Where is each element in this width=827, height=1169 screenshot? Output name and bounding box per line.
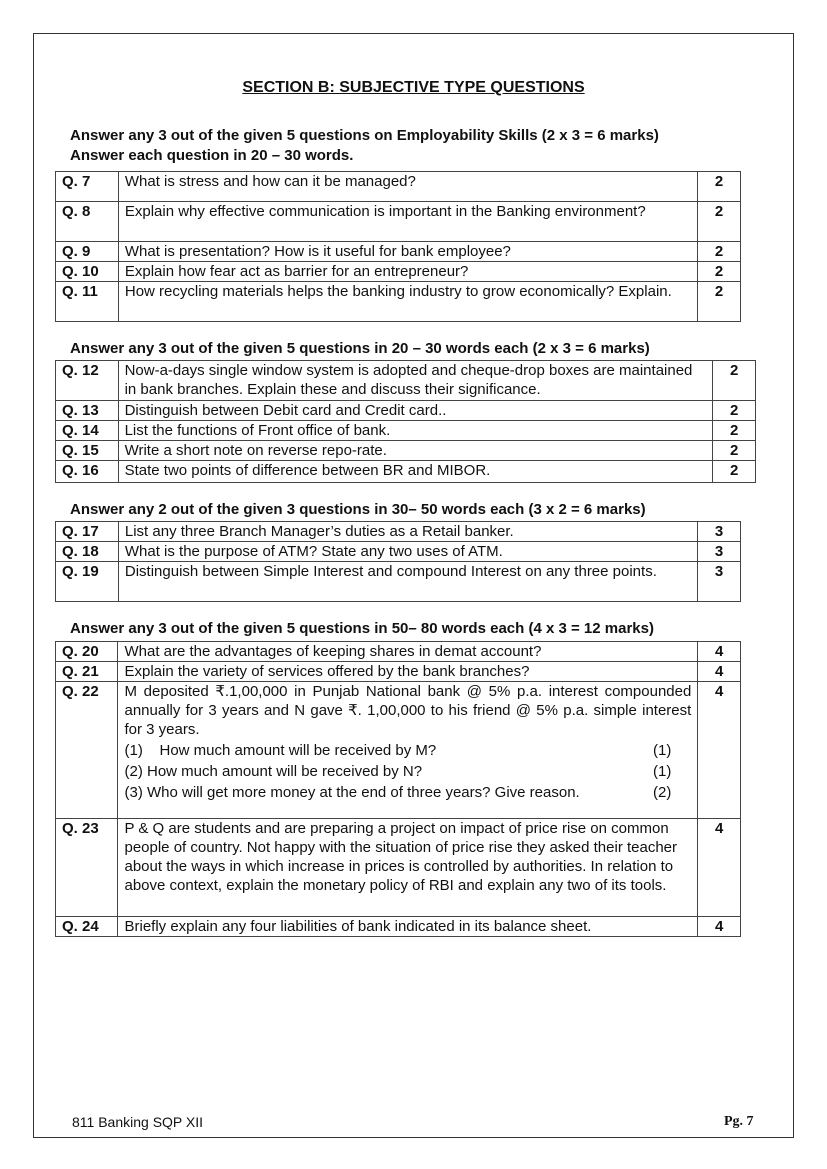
question-row — [56, 522, 741, 542]
question-number: Q. 18 — [56, 542, 119, 562]
questions-table — [55, 360, 756, 483]
footer-page-number: Pg. 7 — [724, 1114, 754, 1129]
question-text-cell — [118, 401, 713, 421]
question-text: Briefly explain any four liabilities of bank indicated in its balance sheet. — [124, 918, 592, 935]
question-number: Q. 11 — [56, 282, 119, 322]
question-text-cell — [118, 662, 698, 682]
subpart-text: (2) How much amount will be received by N? — [124, 763, 423, 780]
question-text: How recycling materials helps the banking industry to grow economically? Explain. — [124, 283, 672, 300]
question-text: Write a short note on reverse repo-rate. — [124, 442, 387, 459]
question-text-cell — [118, 562, 697, 602]
question-text-cell — [118, 917, 698, 937]
question-row — [56, 662, 741, 682]
question-marks: 2 — [713, 361, 756, 401]
question-number: Q. 7 — [56, 172, 119, 202]
question-text: Now-a-days single window system is adopted and cheque-drop boxes are maintained in bank branches. Explain these and discuss their significance. — [124, 362, 693, 398]
question-number: Q. 12 — [56, 361, 119, 401]
question-marks: 4 — [698, 682, 741, 819]
question-text-cell — [118, 202, 697, 242]
question-marks: 4 — [698, 662, 741, 682]
question-text: State two points of difference between BR and MIBOR. — [124, 462, 491, 479]
question-text: What is presentation? How is it useful for bank employee? — [124, 243, 511, 260]
question-row — [56, 682, 741, 819]
question-number: Q. 19 — [56, 562, 119, 602]
subpart-text: (3) Who will get more money at the end of three years? Give reason. — [124, 784, 580, 801]
question-marks: 2 — [698, 282, 741, 322]
question-row — [56, 282, 741, 322]
question-number: Q. 13 — [56, 401, 119, 421]
question-text: List the functions of Front office of bank. — [124, 422, 391, 439]
footer-document-name: 811 Banking SQP XII — [72, 1114, 204, 1130]
question-text: What is the purpose of ATM? State any two uses of ATM. — [124, 543, 503, 560]
question-marks: 3 — [698, 542, 741, 562]
question-row — [56, 642, 741, 662]
section-instruction: Answer any 2 out of the given 3 questions in 30– 50 words each (3 x 2 = 6 marks) — [70, 501, 646, 518]
question-marks: 2 — [713, 421, 756, 441]
question-marks: 3 — [698, 562, 741, 602]
question-text: List any three Branch Manager’s duties as a Retail banker. — [124, 523, 514, 540]
question-number: Q. 22 — [56, 682, 118, 819]
question-row — [56, 401, 756, 421]
question-text: Explain why effective communication is important in the Banking environment? — [124, 203, 646, 220]
question-number: Q. 17 — [56, 522, 119, 542]
question-text: What is stress and how can it be managed? — [124, 173, 416, 190]
section-instruction: Answer any 3 out of the given 5 questions in 50– 80 words each (4 x 3 = 12 marks) — [70, 620, 654, 637]
question-number: Q. 14 — [56, 421, 119, 441]
questions-table — [55, 641, 741, 937]
question-row — [56, 421, 756, 441]
questions-table — [55, 171, 741, 322]
question-row — [56, 917, 741, 937]
question-row — [56, 542, 741, 562]
question-subpart — [124, 741, 691, 760]
section-instruction: Answer any 3 out of the given 5 questions on Employability Skills (2 x 3 = 6 marks) — [70, 127, 659, 144]
question-text-cell — [118, 262, 697, 282]
question-marks: 2 — [713, 401, 756, 421]
question-text: Distinguish between Simple Interest and compound Interest on any three points. — [124, 563, 657, 580]
question-text: Explain the variety of services offered by the bank branches? — [124, 663, 530, 680]
question-marks: 2 — [713, 441, 756, 461]
question-subpart — [124, 783, 691, 802]
section-instruction: Answer any 3 out of the given 5 questions in 20 – 30 words each (2 x 3 = 6 marks) — [70, 340, 650, 357]
question-text-cell — [118, 242, 697, 262]
question-number: Q. 10 — [56, 262, 119, 282]
subpart-marks: (1) — [652, 763, 672, 780]
question-number: Q. 24 — [56, 917, 118, 937]
question-text-cell — [118, 642, 698, 662]
question-number: Q. 8 — [56, 202, 119, 242]
question-number: Q. 23 — [56, 819, 118, 917]
section-instruction: Answer each question in 20 – 30 words. — [70, 147, 354, 164]
question-text: Distinguish between Debit card and Credit card.. — [124, 402, 447, 419]
question-row — [56, 361, 756, 401]
question-marks: 2 — [698, 172, 741, 202]
question-text-cell — [118, 172, 697, 202]
question-text: M deposited ₹.1,00,000 in Punjab National bank @ 5% p.a. interest compounded annually for 3 years and N gave ₹. 1,00,000 to his friend @ 5% p.a. simple interest for 3 years. — [124, 683, 692, 738]
question-row — [56, 262, 741, 282]
question-number: Q. 9 — [56, 242, 119, 262]
question-marks: 4 — [698, 917, 741, 937]
question-marks: 4 — [698, 819, 741, 917]
question-text-cell — [118, 421, 713, 441]
question-number: Q. 20 — [56, 642, 118, 662]
question-row — [56, 562, 741, 602]
question-marks: 2 — [713, 461, 756, 483]
question-number: Q. 16 — [56, 461, 119, 483]
question-number: Q. 21 — [56, 662, 118, 682]
question-number: Q. 15 — [56, 441, 119, 461]
question-marks: 2 — [698, 262, 741, 282]
subpart-text: (1) How much amount will be received by M? — [124, 742, 437, 759]
subpart-marks: (1) — [652, 742, 672, 759]
questions-table — [55, 521, 741, 602]
question-row — [56, 202, 741, 242]
question-text: P & Q are students and are preparing a project on impact of price rise on common people of country. Not happy with the situation of price rise they asked their teacher about the ways in which increase in prices is controlled by authorities. In relation to above context, explain the monetary policy of RBI and explain any two of its tools. — [124, 820, 678, 894]
question-row — [56, 461, 756, 483]
question-text-cell — [118, 361, 713, 401]
question-text-cell — [118, 522, 697, 542]
question-row — [56, 242, 741, 262]
question-text-cell — [118, 819, 698, 917]
question-marks: 2 — [698, 202, 741, 242]
question-row — [56, 441, 756, 461]
question-subpart — [124, 762, 691, 781]
question-text-cell — [118, 282, 697, 322]
question-row — [56, 819, 741, 917]
question-marks: 4 — [698, 642, 741, 662]
question-text-cell — [118, 441, 713, 461]
question-marks: 2 — [698, 242, 741, 262]
question-text-cell — [118, 542, 697, 562]
section-title: SECTION B: SUBJECTIVE TYPE QUESTIONS — [242, 79, 585, 96]
question-text-cell — [118, 682, 698, 819]
subpart-marks: (2) — [652, 784, 672, 801]
question-text: Explain how fear act as barrier for an entrepreneur? — [124, 263, 469, 280]
question-text: What are the advantages of keeping shares in demat account? — [124, 643, 542, 660]
question-text-cell — [118, 461, 713, 483]
question-marks: 3 — [698, 522, 741, 542]
question-row — [56, 172, 741, 202]
